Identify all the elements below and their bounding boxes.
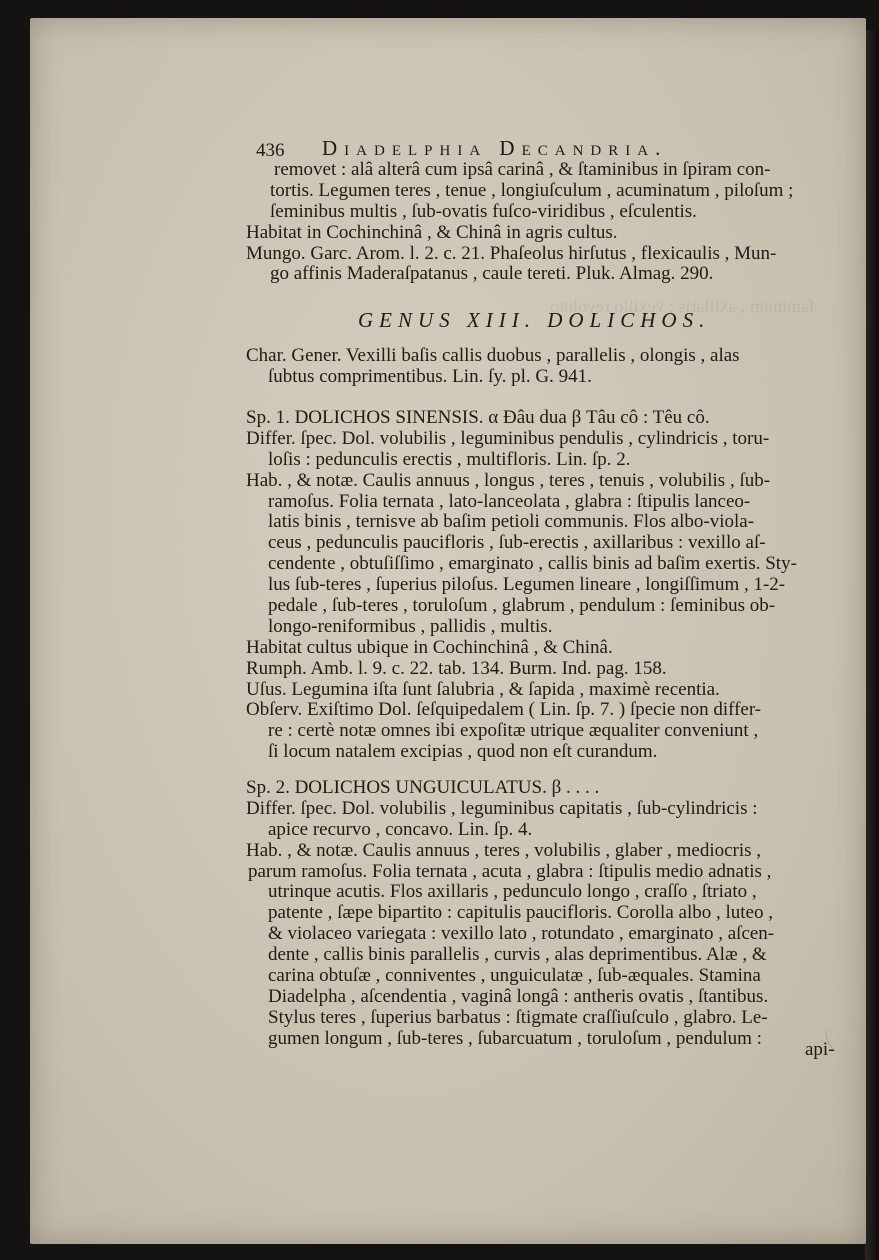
text-line: & violaceo variegata : vexillo lato , rotundato , emarginato , aſcen-	[268, 923, 775, 945]
text-line: Rumph. Amb. l. 9. c. 22. tab. 134. Burm. Ind. pag. 158.	[246, 657, 667, 679]
text-line: parum ramoſus. Folia ternata , acuta , glabra : ſtipulis medio adnatis ,	[248, 860, 772, 882]
text-line: latis binis , ternisve ab baſim petioli communis. Flos albo-viola-	[268, 511, 755, 533]
book-spine-shadow	[865, 30, 879, 1260]
text-line: apice recurvo , concavo. Lin. ſp. 4.	[268, 818, 533, 840]
species-heading: Sp. 2. DOLICHOS UNGUICULATUS. β . . . .	[246, 777, 600, 798]
text-line: Hab. , & notæ. Caulis annuus , teres , volubilis , glaber , mediocris ,	[246, 839, 762, 861]
running-title: Diadelphia Decandria.	[322, 136, 668, 160]
species-1-entry	[246, 408, 797, 763]
text-line: ramoſus. Folia ternata , lato-lanceolata , glabra : ſtipulis lanceo-	[268, 490, 751, 512]
species-2-entry	[246, 778, 774, 1050]
text-line: go affinis Maderaſpatanus , caule tereti. Pluk. Almag. 290.	[270, 263, 714, 285]
text-line: Habitat cultus ubique in Cochinchinâ , & Chinâ.	[246, 636, 613, 658]
text-line: Uſus. Legumina iſta ſunt ſalubria , & ſapida , maximè recentia.	[246, 678, 720, 700]
text-block-continuation	[246, 159, 794, 285]
text-line: gumen longum , ſub-teres , ſubarcuatum , toruloſum , pendulum :	[268, 1027, 762, 1049]
text-line: Stylus teres , ſuperius barbatus : ſtigmate craſſiuſculo , glabro. Le-	[268, 1006, 768, 1028]
text-line: Habitat in Cochinchinâ , & Chinâ in agris cultus.	[246, 221, 618, 243]
text-line: ſubtus comprimentibus. Lin. ſy. pl. G. 941.	[268, 365, 592, 387]
text-line: pedale , ſub-teres , toruloſum , glabrum , pendulum : ſeminibus ob-	[268, 595, 776, 617]
text-line: re : certè notæ omnes ibi expoſitæ utrique æqualiter conveniunt ,	[268, 720, 759, 742]
text-line: tortis. Legumen teres , tenue , longiuſculum , acuminatum , piloſum ;	[270, 179, 794, 201]
text-line: Diadelpha , aſcendentia , vaginâ longâ : antheris ovatis , ſtantibus.	[268, 985, 769, 1007]
text-line: ſeminibus multis , ſub-ovatis fuſco-viridibus , eſculentis.	[270, 200, 697, 222]
catchword: api-	[805, 1039, 835, 1060]
text-line: utrinque acutis. Flos axillaris , pedunculo longo , craſſo , ſtriato ,	[268, 881, 757, 903]
text-line: Hab. , & notæ. Caulis annuus , longus , teres , tenuis , volubilis , ſub-	[246, 469, 771, 491]
text-line: cendente , obtuſiſſimo , emarginato , callis binis ad baſim exertis. Sty-	[268, 553, 797, 575]
text-line: patente , ſæpe bipartito : capitulis paucifloris. Corolla albo , luteo ,	[268, 902, 773, 924]
genus-character	[246, 346, 740, 388]
species-heading: Sp. 1. DOLICHOS SINENSIS. α Đâu dua β Tâu cô : Têu cô.	[246, 407, 710, 428]
text-line: lus ſub-teres , ſuperius piloſus. Legumen lineare , longiſſimum , 1-2-	[268, 574, 786, 596]
text-line: removet : alâ alterâ cum ipsâ carinâ , & ſtaminibus in ſpiram con-	[274, 159, 771, 180]
text-line: loſis : pedunculis erectis , multifloris. Lin. ſp. 2.	[268, 448, 631, 470]
page-number: 436	[256, 140, 285, 161]
text-line: Char. Gener. Vexilli baſis callis duobus , parallelis , olongis , alas	[246, 345, 740, 366]
text-line: Obſerv. Exiſtimo Dol. ſeſquipedalem ( Lin. ſp. 7. ) ſpecie non differ-	[246, 699, 762, 721]
genus-heading: GENUS XIII. DOLICHOS.	[358, 308, 711, 332]
text-line: dente , callis binis parallelis , curvis , alas deprimentibus. Alæ , &	[268, 944, 767, 966]
text-line: Mungo. Garc. Arom. l. 2. c. 21. Phaſeolus hirſutus , flexicaulis , Mun-	[246, 242, 777, 264]
text-line: ſi locum natalem excipias , quod non eſt curandum.	[268, 741, 658, 763]
text-line: longo-reniformibus , pallidis , multis.	[268, 615, 553, 637]
text-line: Differ. ſpec. Dol. volubilis , leguminibus pendulis , cylindricis , toru-	[246, 427, 770, 449]
text-line: Differ. ſpec. Dol. volubilis , leguminibus capitatis , ſub-cylindricis :	[246, 797, 758, 819]
text-line: carina obtuſæ , conniventes , unguiculatæ , ſub-æquales. Stamina	[268, 965, 761, 987]
text-line: ceus , pedunculis paucifloris , ſub-erectis , axillaribus : vexillo aſ-	[268, 532, 766, 554]
show-through-text: ſaminum , axillaris ; vexillo revoluto	[550, 296, 814, 316]
